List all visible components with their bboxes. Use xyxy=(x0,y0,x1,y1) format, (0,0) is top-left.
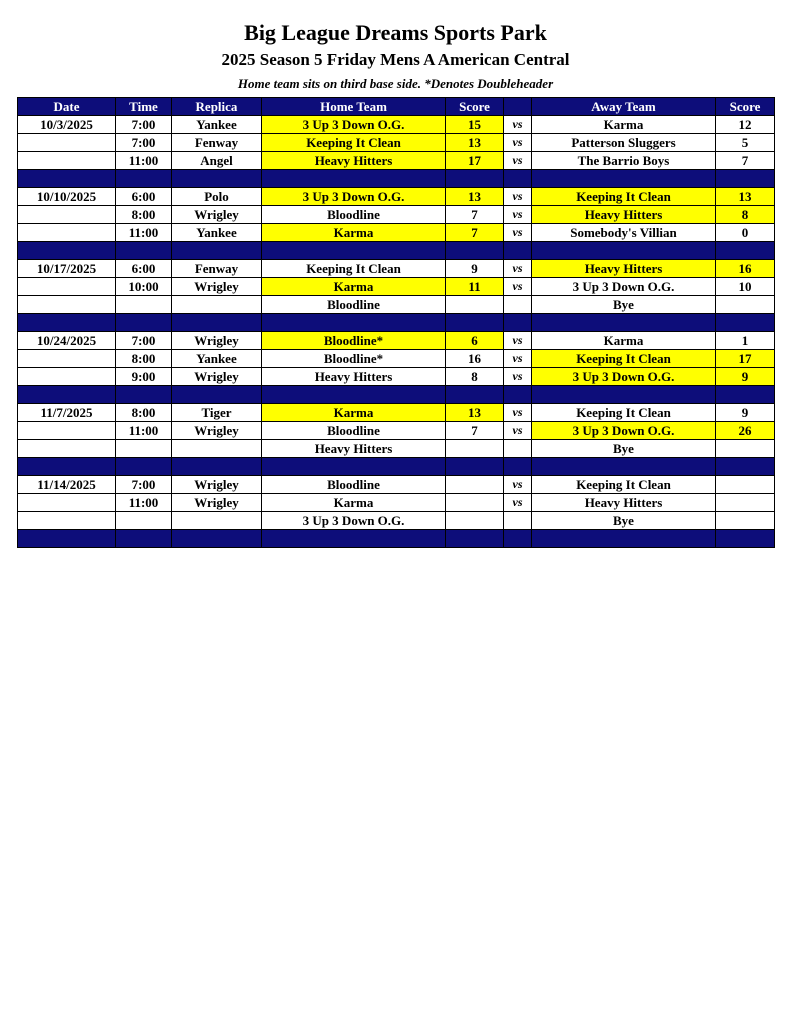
game-field xyxy=(172,296,262,314)
separator-cell xyxy=(716,242,775,260)
separator-cell xyxy=(116,458,172,476)
game-row xyxy=(18,134,775,152)
separator-cell xyxy=(532,170,716,188)
game-date xyxy=(18,224,116,242)
separator-cell xyxy=(18,314,116,332)
home-team: Karma xyxy=(262,404,446,422)
game-time: 7:00 xyxy=(116,134,172,152)
game-row xyxy=(18,494,775,512)
separator-cell xyxy=(172,314,262,332)
separator-cell xyxy=(172,170,262,188)
game-time xyxy=(116,296,172,314)
home-team: Karma xyxy=(262,494,446,512)
separator-cell xyxy=(504,386,532,404)
game-date: 10/24/2025 xyxy=(18,332,116,350)
away-team: Heavy Hitters xyxy=(532,260,716,278)
separator-cell xyxy=(262,530,446,548)
game-row xyxy=(18,152,775,170)
game-date: 10/3/2025 xyxy=(18,116,116,134)
col-header-date: Date xyxy=(18,98,116,116)
away-team: 3 Up 3 Down O.G. xyxy=(532,278,716,296)
game-field: Tiger xyxy=(172,404,262,422)
away-score xyxy=(716,440,775,458)
away-score: 7 xyxy=(716,152,775,170)
away-team: Keeping It Clean xyxy=(532,476,716,494)
separator-cell xyxy=(172,530,262,548)
away-team: Bye xyxy=(532,440,716,458)
separator-cell xyxy=(262,170,446,188)
home-score xyxy=(446,494,504,512)
vs-label: vs xyxy=(504,224,532,242)
game-time: 11:00 xyxy=(116,224,172,242)
home-score: 17 xyxy=(446,152,504,170)
game-row xyxy=(18,332,775,350)
separator-cell xyxy=(116,530,172,548)
vs-label xyxy=(504,512,532,530)
home-team: Bloodline xyxy=(262,296,446,314)
vs-label: vs xyxy=(504,368,532,386)
col-header-home-score: Score xyxy=(446,98,504,116)
game-field: Yankee xyxy=(172,224,262,242)
game-date xyxy=(18,422,116,440)
game-date: 11/7/2025 xyxy=(18,404,116,422)
separator-cell xyxy=(116,170,172,188)
game-row xyxy=(18,188,775,206)
separator-cell xyxy=(116,386,172,404)
game-date xyxy=(18,134,116,152)
week-separator xyxy=(18,170,775,188)
vs-label: vs xyxy=(504,422,532,440)
game-field xyxy=(172,512,262,530)
separator-cell xyxy=(716,170,775,188)
home-team: Bloodline xyxy=(262,206,446,224)
away-team: Keeping It Clean xyxy=(532,404,716,422)
game-row xyxy=(18,422,775,440)
away-score: 12 xyxy=(716,116,775,134)
home-score: 7 xyxy=(446,206,504,224)
home-team: Bloodline xyxy=(262,476,446,494)
separator-cell xyxy=(446,242,504,260)
col-header-vs xyxy=(504,98,532,116)
separator-cell xyxy=(716,530,775,548)
home-score: 16 xyxy=(446,350,504,368)
game-date xyxy=(18,494,116,512)
vs-label xyxy=(504,296,532,314)
away-score: 13 xyxy=(716,188,775,206)
separator-cell xyxy=(716,386,775,404)
game-date xyxy=(18,206,116,224)
away-score: 10 xyxy=(716,278,775,296)
home-team: Keeping It Clean xyxy=(262,260,446,278)
game-time xyxy=(116,440,172,458)
separator-cell xyxy=(504,170,532,188)
game-time: 6:00 xyxy=(116,260,172,278)
separator-cell xyxy=(446,314,504,332)
game-field: Fenway xyxy=(172,260,262,278)
game-time: 8:00 xyxy=(116,404,172,422)
game-time: 7:00 xyxy=(116,476,172,494)
separator-cell xyxy=(116,242,172,260)
home-score: 6 xyxy=(446,332,504,350)
away-score: 9 xyxy=(716,404,775,422)
separator-cell xyxy=(504,458,532,476)
game-row xyxy=(18,350,775,368)
home-team: Bloodline* xyxy=(262,332,446,350)
game-row xyxy=(18,512,775,530)
away-score: 17 xyxy=(716,350,775,368)
away-team: Somebody's Villian xyxy=(532,224,716,242)
home-team: 3 Up 3 Down O.G. xyxy=(262,116,446,134)
away-score xyxy=(716,494,775,512)
col-header-replica: Replica xyxy=(172,98,262,116)
separator-cell xyxy=(116,314,172,332)
game-row xyxy=(18,224,775,242)
game-date: 10/17/2025 xyxy=(18,260,116,278)
vs-label: vs xyxy=(504,152,532,170)
vs-label: vs xyxy=(504,116,532,134)
separator-cell xyxy=(504,314,532,332)
game-row xyxy=(18,206,775,224)
game-date xyxy=(18,368,116,386)
game-row xyxy=(18,404,775,422)
game-date xyxy=(18,440,116,458)
game-time: 9:00 xyxy=(116,368,172,386)
home-score: 8 xyxy=(446,368,504,386)
seating-note: Home team sits on third base side. *Denotes Doubleheader xyxy=(237,76,554,91)
vs-label: vs xyxy=(504,494,532,512)
game-row xyxy=(18,278,775,296)
vs-label: vs xyxy=(504,332,532,350)
vs-label: vs xyxy=(504,188,532,206)
separator-cell xyxy=(504,530,532,548)
away-score xyxy=(716,476,775,494)
col-header-away-team: Away Team xyxy=(532,98,716,116)
vs-label: vs xyxy=(504,476,532,494)
game-date xyxy=(18,278,116,296)
away-score: 26 xyxy=(716,422,775,440)
away-team: Heavy Hitters xyxy=(532,206,716,224)
separator-cell xyxy=(262,242,446,260)
separator-cell xyxy=(532,458,716,476)
game-field: Angel xyxy=(172,152,262,170)
game-time xyxy=(116,512,172,530)
separator-cell xyxy=(504,242,532,260)
game-field: Yankee xyxy=(172,350,262,368)
schedule-body xyxy=(18,116,775,548)
separator-cell xyxy=(262,386,446,404)
away-score: 0 xyxy=(716,224,775,242)
separator-cell xyxy=(18,530,116,548)
game-row xyxy=(18,260,775,278)
col-header-time: Time xyxy=(116,98,172,116)
home-score: 15 xyxy=(446,116,504,134)
home-team: Keeping It Clean xyxy=(262,134,446,152)
week-separator xyxy=(18,242,775,260)
away-team: Keeping It Clean xyxy=(532,350,716,368)
away-team: Karma xyxy=(532,332,716,350)
game-field xyxy=(172,440,262,458)
game-field: Fenway xyxy=(172,134,262,152)
vs-label: vs xyxy=(504,206,532,224)
home-team: Heavy Hitters xyxy=(262,440,446,458)
away-score: 5 xyxy=(716,134,775,152)
game-time: 8:00 xyxy=(116,350,172,368)
week-separator xyxy=(18,530,775,548)
home-team: Bloodline xyxy=(262,422,446,440)
header-row xyxy=(18,98,775,116)
game-field: Wrigley xyxy=(172,476,262,494)
home-score: 7 xyxy=(446,422,504,440)
game-row xyxy=(18,368,775,386)
separator-cell xyxy=(18,170,116,188)
away-team: Karma xyxy=(532,116,716,134)
game-date xyxy=(18,350,116,368)
away-team: Keeping It Clean xyxy=(532,188,716,206)
game-time: 8:00 xyxy=(116,206,172,224)
separator-cell xyxy=(172,242,262,260)
vs-label: vs xyxy=(504,404,532,422)
away-score xyxy=(716,512,775,530)
separator-cell xyxy=(18,458,116,476)
game-field: Polo xyxy=(172,188,262,206)
game-row xyxy=(18,116,775,134)
home-team: 3 Up 3 Down O.G. xyxy=(262,188,446,206)
page-subtitle: 2025 Season 5 Friday Mens A American Central xyxy=(221,50,570,69)
game-time: 11:00 xyxy=(116,494,172,512)
home-team: Heavy Hitters xyxy=(262,152,446,170)
away-team: Patterson Sluggers xyxy=(532,134,716,152)
away-score: 16 xyxy=(716,260,775,278)
home-score: 9 xyxy=(446,260,504,278)
week-separator xyxy=(18,458,775,476)
game-date: 11/14/2025 xyxy=(18,476,116,494)
away-team: 3 Up 3 Down O.G. xyxy=(532,368,716,386)
separator-cell xyxy=(446,458,504,476)
home-score xyxy=(446,296,504,314)
separator-cell xyxy=(262,314,446,332)
separator-cell xyxy=(716,458,775,476)
home-score: 13 xyxy=(446,134,504,152)
vs-label: vs xyxy=(504,278,532,296)
home-score xyxy=(446,476,504,494)
vs-label xyxy=(504,440,532,458)
home-score xyxy=(446,512,504,530)
vs-label: vs xyxy=(504,134,532,152)
vs-label: vs xyxy=(504,260,532,278)
game-date: 10/10/2025 xyxy=(18,188,116,206)
separator-cell xyxy=(262,458,446,476)
week-separator xyxy=(18,314,775,332)
home-team: Bloodline* xyxy=(262,350,446,368)
separator-cell xyxy=(446,170,504,188)
home-team: Karma xyxy=(262,278,446,296)
game-date xyxy=(18,152,116,170)
separator-cell xyxy=(172,458,262,476)
separator-cell xyxy=(716,314,775,332)
game-time: 10:00 xyxy=(116,278,172,296)
game-date xyxy=(18,296,116,314)
home-score xyxy=(446,440,504,458)
separator-cell xyxy=(172,386,262,404)
game-time: 7:00 xyxy=(116,116,172,134)
game-row xyxy=(18,296,775,314)
away-team: Heavy Hitters xyxy=(532,494,716,512)
home-score: 13 xyxy=(446,188,504,206)
home-team: Karma xyxy=(262,224,446,242)
separator-cell xyxy=(18,242,116,260)
game-time: 11:00 xyxy=(116,422,172,440)
game-time: 6:00 xyxy=(116,188,172,206)
home-team: 3 Up 3 Down O.G. xyxy=(262,512,446,530)
home-score: 7 xyxy=(446,224,504,242)
home-score: 11 xyxy=(446,278,504,296)
col-header-home-team: Home Team xyxy=(262,98,446,116)
separator-cell xyxy=(532,242,716,260)
separator-cell xyxy=(446,530,504,548)
away-score xyxy=(716,296,775,314)
separator-cell xyxy=(18,386,116,404)
game-field: Wrigley xyxy=(172,332,262,350)
vs-label: vs xyxy=(504,350,532,368)
game-time: 11:00 xyxy=(116,152,172,170)
schedule-table xyxy=(17,97,775,548)
game-field: Yankee xyxy=(172,116,262,134)
game-date xyxy=(18,512,116,530)
game-row xyxy=(18,476,775,494)
away-team: The Barrio Boys xyxy=(532,152,716,170)
home-score: 13 xyxy=(446,404,504,422)
game-row xyxy=(18,440,775,458)
separator-cell xyxy=(446,386,504,404)
game-time: 7:00 xyxy=(116,332,172,350)
page-title: Big League Dreams Sports Park xyxy=(244,20,547,45)
game-field: Wrigley xyxy=(172,278,262,296)
away-score: 1 xyxy=(716,332,775,350)
col-header-away-score: Score xyxy=(716,98,775,116)
separator-cell xyxy=(532,530,716,548)
separator-cell xyxy=(532,386,716,404)
away-team: Bye xyxy=(532,512,716,530)
away-team: 3 Up 3 Down O.G. xyxy=(532,422,716,440)
game-field: Wrigley xyxy=(172,368,262,386)
game-field: Wrigley xyxy=(172,494,262,512)
game-field: Wrigley xyxy=(172,422,262,440)
away-team: Bye xyxy=(532,296,716,314)
game-field: Wrigley xyxy=(172,206,262,224)
away-score: 9 xyxy=(716,368,775,386)
away-score: 8 xyxy=(716,206,775,224)
week-separator xyxy=(18,386,775,404)
separator-cell xyxy=(532,314,716,332)
home-team: Heavy Hitters xyxy=(262,368,446,386)
